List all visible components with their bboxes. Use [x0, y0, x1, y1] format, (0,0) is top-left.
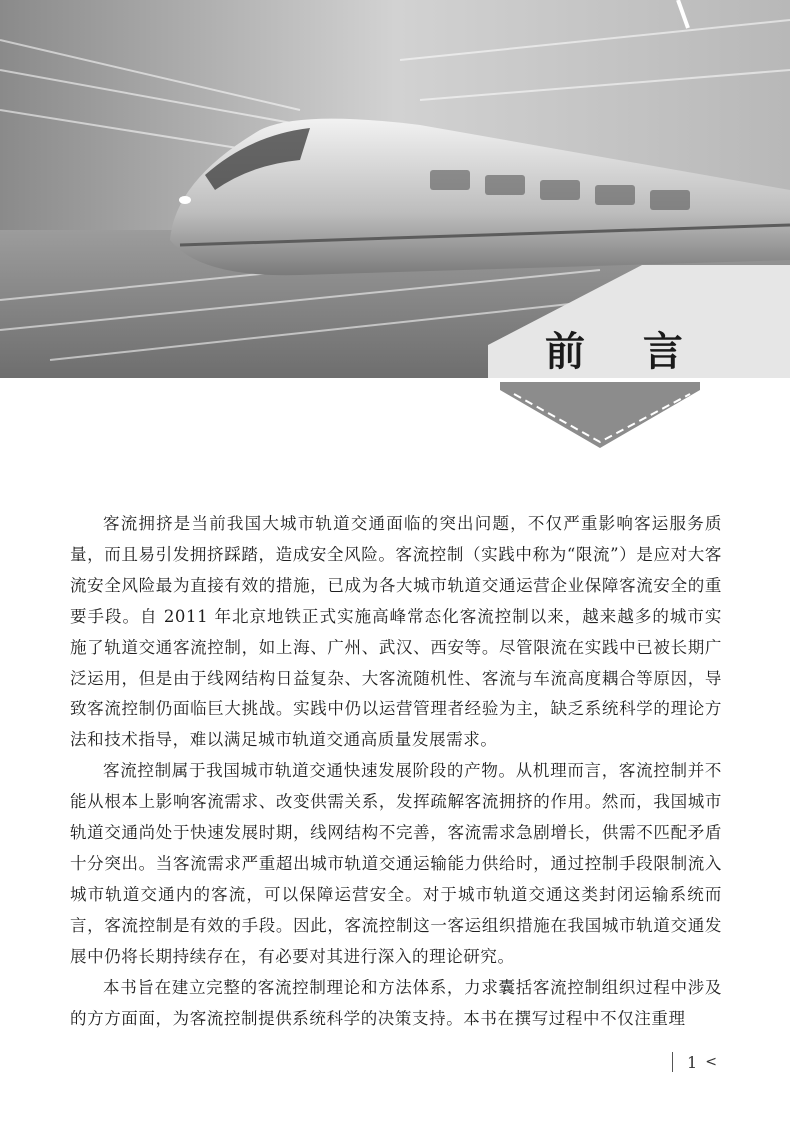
train-illustration [0, 0, 790, 378]
paragraph: 客流拥挤是当前我国大城市轨道交通面临的突出问题，不仅严重影响客运服务质量，而且易引发拥挤踩踏，造成安全风险。客流控制（实践中称为“限流”）是应对大客流安全风险最为直接有效的措施，已成为各大城市轨道交通运营企业保障客流安全的重要手段。自 2011 年北京地铁正式实施高峰常态化客流控制以来，越来越多的城市实施了轨道交通客流控制，如上海、广州、武汉、西安等。尽管限流在实践中已被长期广泛运用，但是由于线网结构日益复杂、大客流随机性、客流与车流高度耦合等原因，导致客流控制仍面临巨大挑战。实践中仍以运营管理者经验为主，缺乏系统科学的理论方法和技术指导，难以满足城市轨道交通高质量发展需求。 [70, 514, 722, 750]
header-train-image [0, 0, 790, 378]
chevron-down-icon [500, 380, 700, 460]
preface-body [70, 509, 722, 1034]
divider [672, 1052, 673, 1072]
page-number-value: 1 [687, 1052, 698, 1072]
paragraph: 客流控制属于我国城市轨道交通快速发展阶段的产物。从机理而言，客流控制并不能从根本上影响客流需求、改变供需关系，发挥疏解客流拥挤的作用。然而，我国城市轨道交通尚处于快速发展时期，线网结构不完善，客流需求急剧增长，供需不匹配矛盾十分突出。当客流需求严重超出城市轨道交通运输能力供给时，通过控制手段限制流入城市轨道交通内的客流，可以保障运营安全。对于城市轨道交通这类封闭运输系统而言，客流控制是有效的手段。因此，客流控制这一客运组织措施在我国城市轨道交通发展中仍将长期持续存在，有必要对其进行深入的理论研究。 [70, 761, 722, 966]
page-title: 前 言 [545, 329, 705, 375]
chevron-left-icon: < [705, 1054, 717, 1070]
paragraph: 本书旨在建立完整的客流控制理论和方法体系，力求囊括客流控制组织过程中涉及的方方面面，为客流控制提供系统科学的决策支持。本书在撰写过程中不仅注重理 [70, 977, 722, 1028]
page-number [672, 1052, 717, 1072]
